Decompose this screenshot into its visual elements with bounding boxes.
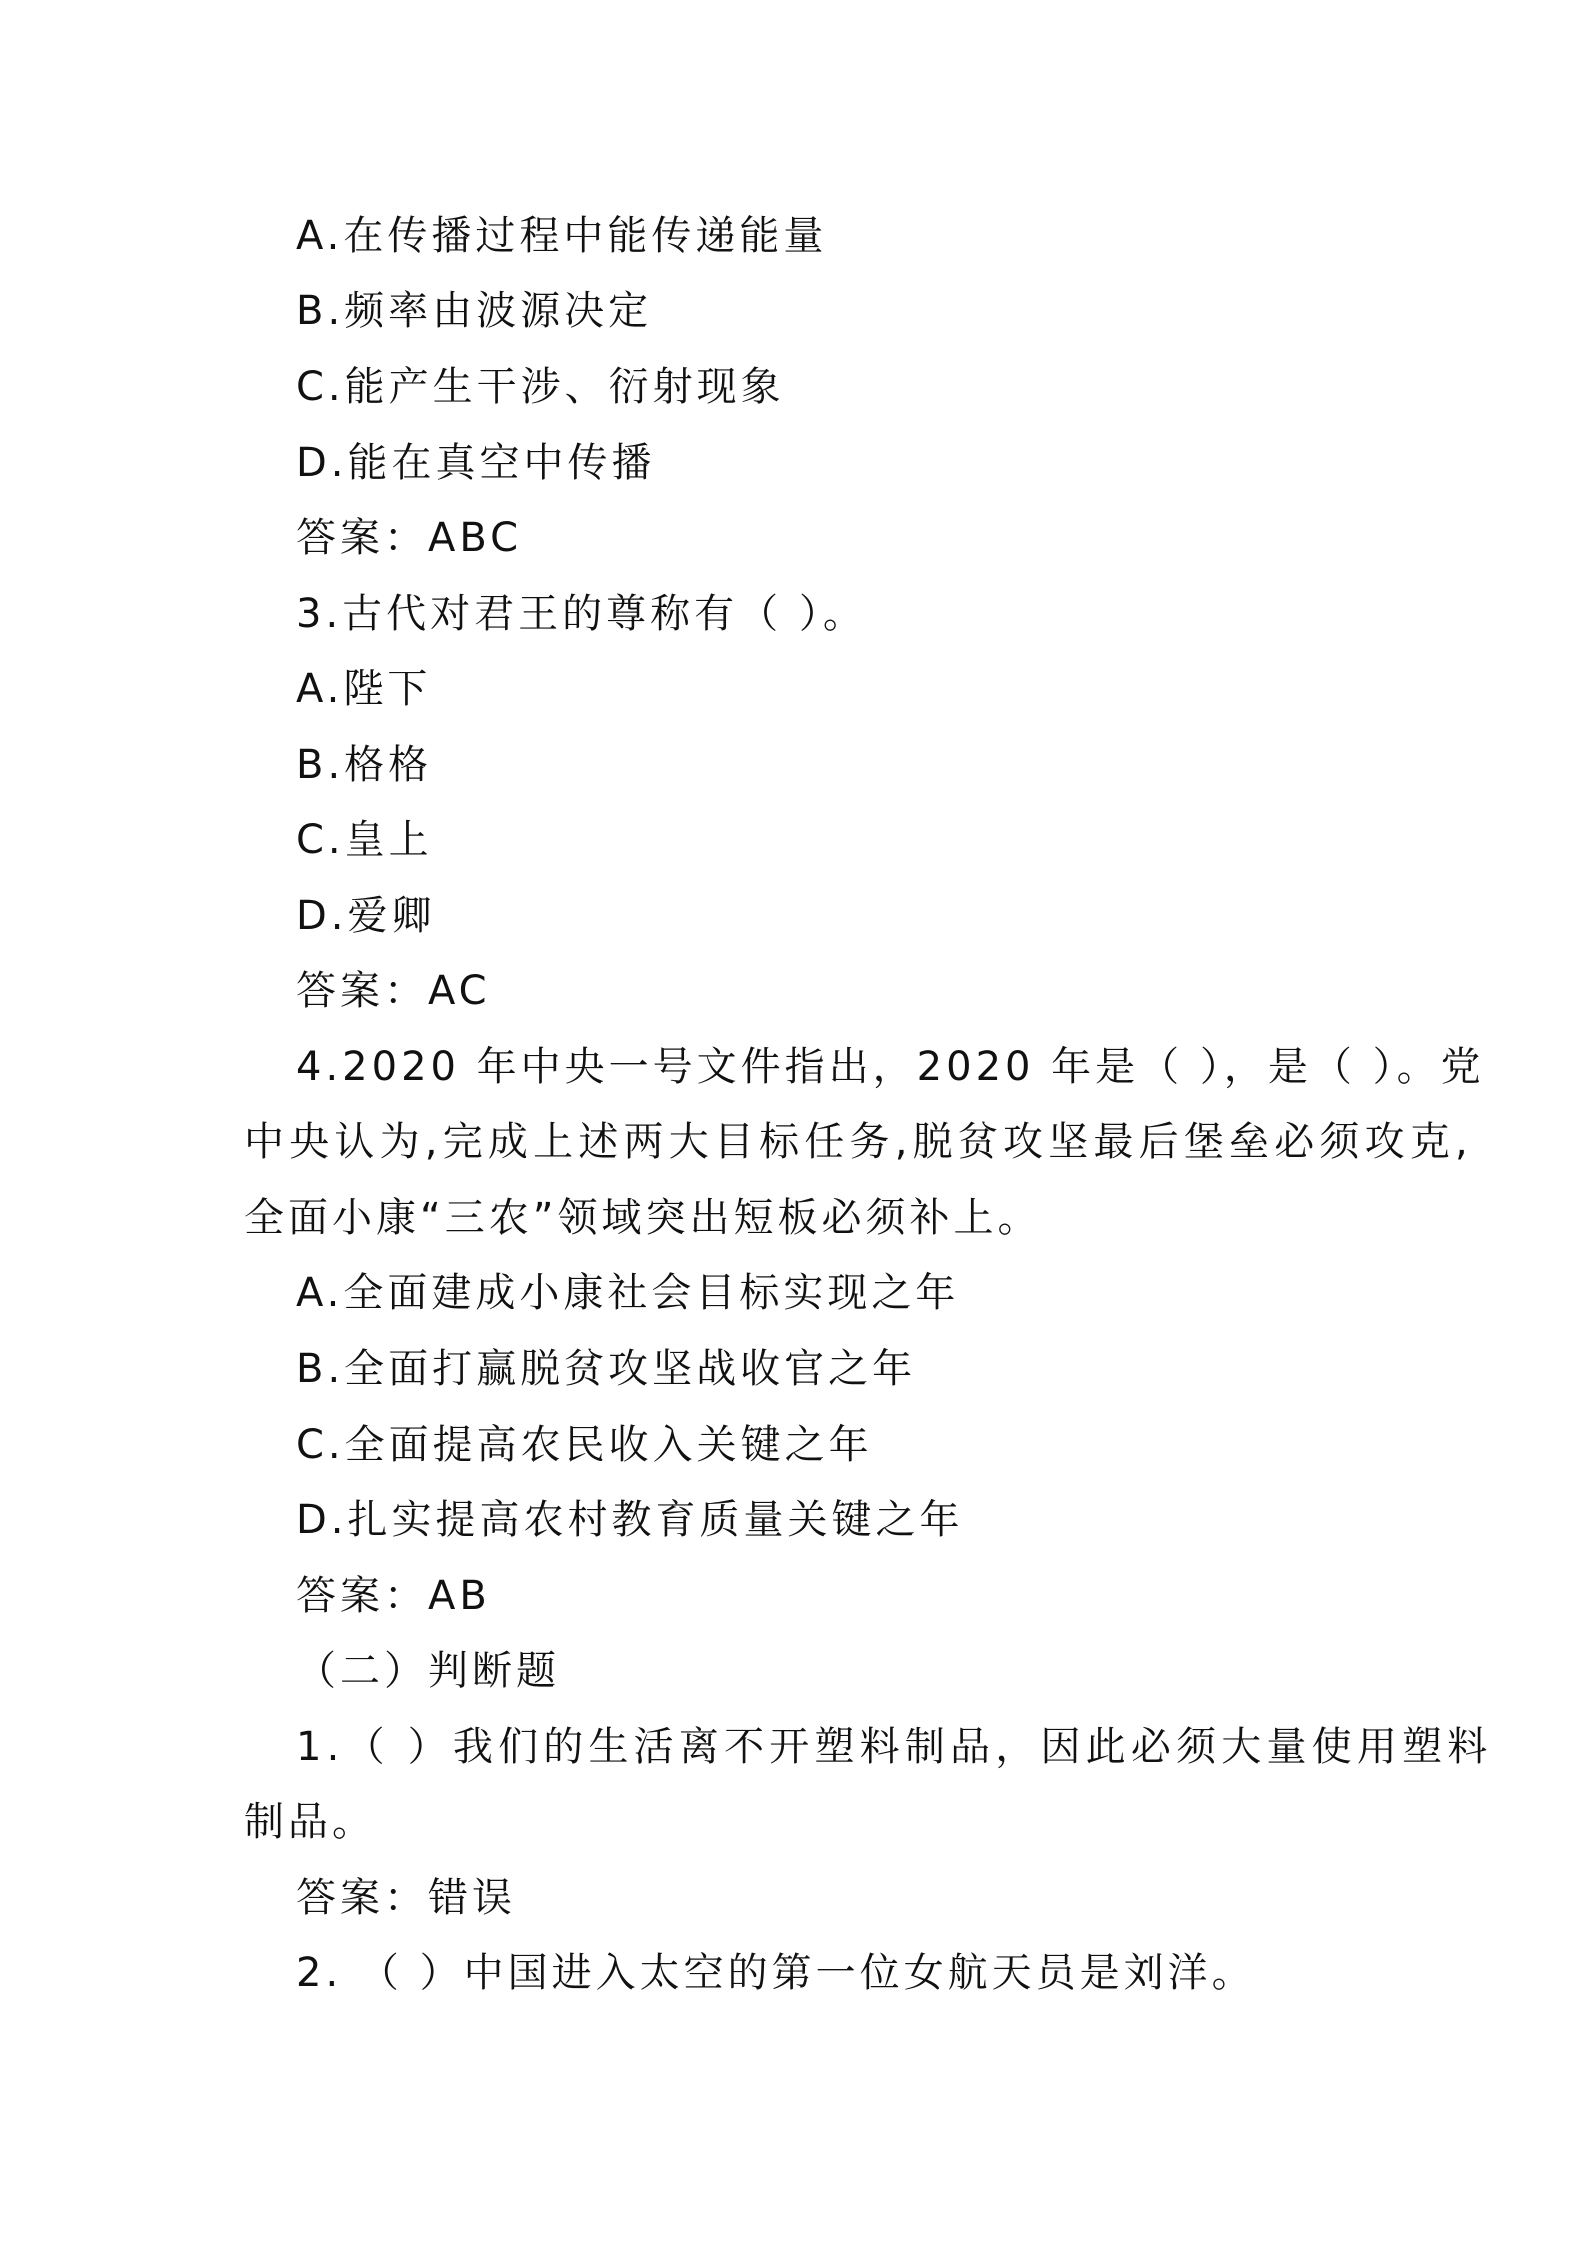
option-2b: B.频率由波源决定 bbox=[296, 288, 653, 334]
option-3c: C.皇上 bbox=[296, 817, 433, 863]
judgment-answer-1: 答案：错误 bbox=[296, 1875, 516, 1921]
section-heading-judgment: （二）判断题 bbox=[296, 1648, 560, 1694]
option-2c: C.能产生干涉、衍射现象 bbox=[296, 364, 785, 410]
option-3a: A.陛下 bbox=[296, 666, 432, 712]
option-2d: D.能在真空中传播 bbox=[296, 440, 656, 486]
question-4-line-2: 中央认为,完成上述两大目标任务,脱贫攻坚最后堡垒必须攻克, bbox=[244, 1119, 1473, 1165]
option-3b: B.格格 bbox=[296, 742, 433, 788]
option-3d: D.爱卿 bbox=[296, 893, 436, 939]
option-4c: C.全面提高农民收入关键之年 bbox=[296, 1422, 873, 1468]
answer-2: 答案：ABC bbox=[296, 515, 523, 561]
question-3: 3.古代对君王的尊称有（ ）。 bbox=[296, 591, 867, 637]
judgment-1-line-2: 制品。 bbox=[244, 1799, 376, 1845]
answer-4: 答案：AB bbox=[296, 1573, 491, 1619]
judgment-2: 2. （ ）中国进入太空的第一位女航天员是刘洋。 bbox=[296, 1950, 1256, 1996]
question-4-line-3: 全面小康“三农”领域突出短板必须补上。 bbox=[244, 1195, 1042, 1241]
option-2a: A.在传播过程中能传递能量 bbox=[296, 213, 828, 259]
option-4d: D.扎实提高农村教育质量关键之年 bbox=[296, 1497, 964, 1543]
option-4b: B.全面打赢脱贫攻坚战收官之年 bbox=[296, 1346, 917, 1392]
option-4a: A.全面建成小康社会目标实现之年 bbox=[296, 1270, 960, 1316]
judgment-1-line-1: 1.（ ）我们的生活离不开塑料制品，因此必须大量使用塑料 bbox=[296, 1724, 1493, 1770]
question-4-line-1: 4.2020 年中央一号文件指出，2020 年是（ ），是（ ）。党 bbox=[296, 1044, 1485, 1090]
answer-3: 答案：AC bbox=[296, 968, 491, 1014]
